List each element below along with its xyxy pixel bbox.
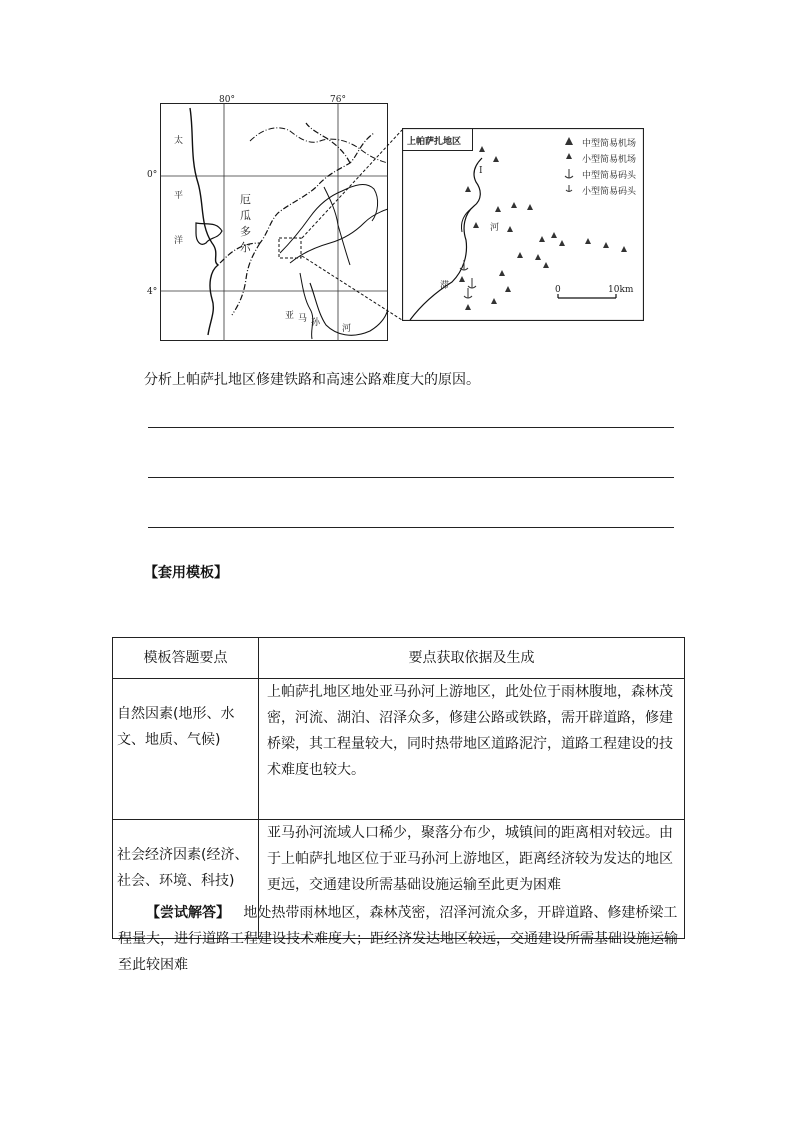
small-dock-icon [566,185,572,192]
ecuador-label-3: 多 [240,225,251,238]
amazon-label-2: 马 [298,314,308,324]
template-title: 【套用模板】 [144,565,228,581]
table-header-row [113,638,685,679]
legend-label-2: 小型简易机场 [582,155,637,165]
attempt-text: 地处热带雨林地区，森林茂密，沼泽河流众多，开辟道路、修建桥梁工程量大，进行道路工程建设技术难度大；距经济发达地区较远，交通建设所需基础设施运输至此较困难 [118,905,678,973]
legend-label-4: 小型简易码头 [582,187,637,197]
template-table [112,637,685,939]
header-basis: 要点获取依据及生成 [259,638,685,679]
ecuador-label-4: 尔 [240,241,251,254]
header-points: 模板答题要点 [113,638,259,679]
amazon-label-1: 亚 [285,311,295,321]
medium-airport-icon [565,137,573,145]
small-airport-icon [566,153,572,159]
gulf-outline [196,223,222,244]
legend-icons [565,137,573,192]
ecuador-label-2: 瓜 [240,209,251,222]
answer-line-1[interactable] [148,427,674,428]
attempt-label: 【尝试解答】 [146,905,230,921]
lat-0-label: 0° [147,170,158,180]
pacific-label-3: 洋 [174,236,184,246]
inset-river [410,158,482,320]
inset-map [402,128,644,321]
medium-dock-icon [565,169,573,178]
pacific-label-2: 平 [174,191,184,201]
table-row [113,679,685,820]
inset-title: 上帕萨扎地区 [407,137,462,147]
inset-town-label: I [479,166,483,176]
attempt-answer [118,900,688,978]
pacific-label-1: 太 [174,136,184,146]
row-detail-social: 亚马孙河流域人口稀少，聚落分布少，城镇间的距离相对较远。由于上帕萨扎地区位于亚马孙河上游地区，距离经济较为发达的地区更远，交通建设所需基础设施运输至此更为困难 [259,820,685,939]
scale-end-label: 10km [608,285,634,295]
row-point-social: 社会经济因素(经济、社会、环境、科技) [113,820,259,939]
inset-tributary [461,208,472,232]
lon-80-label: 80° [219,95,235,105]
scale-zero-label: 0 [555,285,561,295]
legend-label-3: 中型简易码头 [582,171,637,181]
lat-4-label: 4° [147,287,158,297]
inset-river-label-2: 滞 [440,281,450,291]
inset-river-label-1: 河 [490,223,500,233]
answer-line-3[interactable] [148,527,674,528]
row-point-natural: 自然因素(地形、水文、地质、气候) [113,679,259,820]
amazon-label-4: 河 [342,324,352,334]
lon-76-label: 76° [330,95,346,105]
coastline [190,108,218,335]
inset-connector-lines [290,128,405,323]
amazon-label-3: 孙 [311,318,321,328]
answer-line-2[interactable] [148,477,674,478]
ecuador-label-1: 厄 [240,193,251,206]
legend-label-1: 中型简易机场 [582,139,637,149]
question-text: 分析上帕萨扎地区修建铁路和高速公路难度大的原因。 [144,372,480,388]
row-detail-natural: 上帕萨扎地区地处亚马孙河上游地区，此处位于雨林腹地，森林茂密，河流、湖泊、沼泽众多，修建公路或铁路，需开辟道路，修建桥梁，其工程量较大，同时热带地区道路泥泞，道路工程建设的技术难度也较大。 [259,679,685,820]
